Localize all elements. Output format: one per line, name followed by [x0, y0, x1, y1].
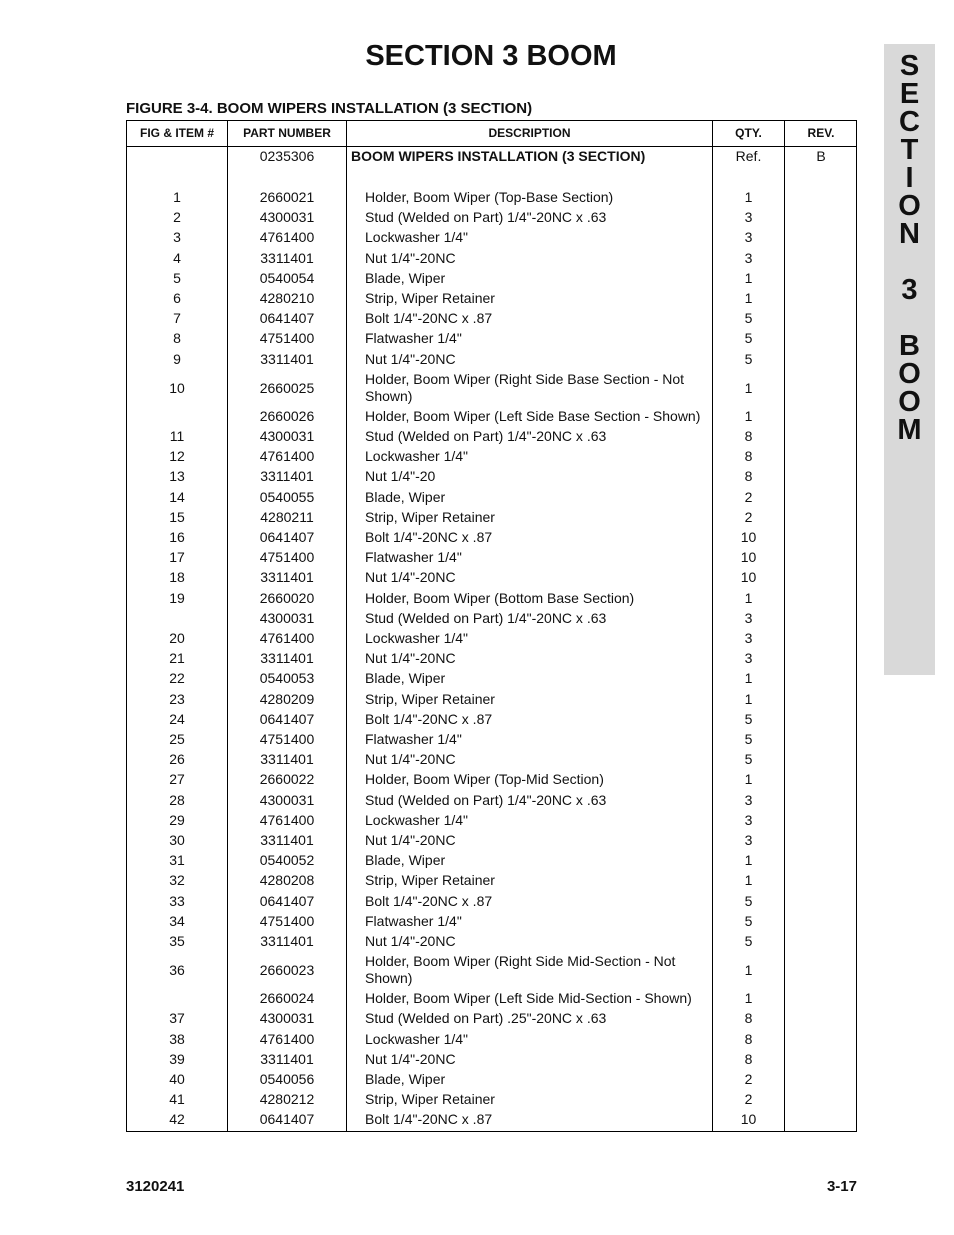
table-row — [127, 1051, 856, 1071]
table-row — [127, 731, 856, 751]
qty-cell: 1 — [744, 379, 753, 396]
part-number-cell: 3311401 — [260, 751, 314, 768]
qty-cell: 8 — [744, 448, 753, 465]
qty-cell: 2 — [744, 1071, 753, 1087]
description-cell: Nut 1/4"-20NC — [365, 1050, 456, 1067]
qty-cell: 3 — [744, 832, 753, 848]
description-cell: BOOM WIPERS INSTALLATION (3 SECTION) — [351, 148, 646, 164]
table-row — [127, 209, 856, 229]
parts-table — [126, 120, 857, 1132]
table-row — [127, 489, 856, 509]
column-header-qty: QTY. — [735, 126, 762, 140]
part-number-cell: 0540052 — [259, 852, 315, 869]
table-row — [127, 630, 856, 650]
description-cell: Nut 1/4"-20 — [365, 468, 436, 485]
fig-item-cell: 17 — [169, 549, 185, 566]
side-tab-letter: 3 — [901, 274, 918, 306]
part-number-cell: 4280212 — [259, 1091, 315, 1108]
fig-item-cell: 9 — [173, 350, 181, 367]
description-cell: Stud (Welded on Part) 1/4"-20NC x .63 — [365, 609, 607, 626]
table-header-row — [127, 121, 856, 147]
fig-item-cell: 36 — [169, 962, 185, 979]
fig-item-cell: 10 — [169, 379, 185, 396]
table-row — [127, 529, 856, 549]
table-row — [127, 771, 856, 791]
qty-cell: 8 — [744, 1010, 753, 1027]
qty-cell: 2 — [744, 1091, 753, 1108]
part-number-cell: 4300031 — [259, 609, 315, 626]
part-number-cell: 2660023 — [259, 962, 315, 979]
table-row — [127, 509, 856, 529]
fig-item-cell: 2 — [173, 209, 181, 226]
description-cell: Strip, Wiper Retainer — [365, 690, 495, 707]
part-number-cell: 0540056 — [259, 1071, 315, 1087]
part-number-cell: 4751400 — [259, 330, 315, 347]
table-row — [127, 832, 856, 852]
description-cell: Strip, Wiper Retainer — [365, 508, 495, 525]
part-number-cell: 0540053 — [259, 670, 315, 687]
qty-cell: 8 — [744, 428, 753, 444]
description-cell: Flatwasher 1/4" — [365, 330, 462, 347]
description-cell: Nut 1/4"-20NC — [365, 832, 456, 848]
fig-item-cell: 26 — [169, 751, 185, 768]
part-number-cell: 4280208 — [259, 872, 315, 889]
fig-item-cell: 25 — [169, 731, 185, 747]
qty-cell: 5 — [744, 892, 753, 909]
side-tab-letter: T — [900, 134, 919, 166]
document-number: 3120241 — [126, 1178, 185, 1195]
fig-item-cell: 35 — [169, 933, 185, 949]
qty-cell: 3 — [744, 609, 753, 626]
qty-cell: 5 — [744, 912, 753, 929]
description-cell: Nut 1/4"-20NC — [365, 751, 456, 768]
fig-item-cell: 18 — [169, 569, 185, 586]
part-number-cell: 0641407 — [259, 310, 315, 327]
table-row — [127, 1111, 856, 1131]
qty-cell: 3 — [744, 229, 753, 246]
description-cell: Blade, Wiper — [365, 488, 446, 505]
fig-item-cell: 23 — [169, 690, 185, 707]
side-tab-letter: M — [897, 414, 922, 446]
side-tab-letter: S — [899, 50, 920, 82]
description-cell: Strip, Wiper Retainer — [365, 290, 495, 306]
qty-cell: 2 — [744, 508, 753, 525]
figure-title: FIGURE 3-4. BOOM WIPERS INSTALLATION (3 SECTION) — [126, 100, 533, 117]
fig-item-cell: 32 — [169, 872, 185, 889]
part-number-cell: 4280211 — [260, 508, 314, 525]
side-tab-letter: O — [898, 190, 921, 222]
table-row — [127, 549, 856, 569]
qty-cell: 1 — [744, 852, 753, 869]
table-row — [127, 569, 856, 589]
qty-cell: 10 — [740, 1111, 757, 1128]
table-row — [127, 893, 856, 913]
qty-cell: 1 — [744, 670, 753, 687]
description-cell: Blade, Wiper — [365, 852, 446, 869]
part-number-cell: 0641407 — [259, 529, 315, 545]
part-number-cell: 4761400 — [259, 1030, 315, 1047]
table-row — [127, 1091, 856, 1111]
part-number-cell: 4280210 — [259, 290, 315, 306]
part-number-cell: 0641407 — [259, 892, 315, 909]
table-row — [127, 590, 856, 610]
fig-item-cell: 8 — [173, 330, 181, 347]
description-cell: Blade, Wiper — [365, 670, 446, 687]
table-row — [127, 290, 856, 310]
side-tab-letter: N — [899, 218, 920, 250]
table-row — [127, 913, 856, 933]
qty-cell: 5 — [744, 710, 753, 727]
fig-item-cell: 21 — [169, 650, 185, 667]
part-number-cell: 4761400 — [259, 630, 315, 646]
qty-cell: 5 — [744, 933, 753, 949]
fig-item-cell: 16 — [169, 529, 185, 545]
part-number-cell: 4751400 — [259, 549, 315, 566]
qty-cell: 5 — [744, 310, 753, 327]
fig-item-cell: 31 — [169, 852, 185, 869]
part-number-cell: 2660021 — [259, 189, 315, 205]
fig-item-cell: 33 — [169, 892, 185, 909]
part-number-cell: 4761400 — [259, 448, 315, 465]
table-row — [127, 448, 856, 468]
description-cell: Stud (Welded on Part) 1/4"-20NC x .63 — [365, 428, 607, 444]
fig-item-cell: 27 — [169, 771, 185, 788]
column-header-description: DESCRIPTION — [488, 126, 571, 140]
fig-item-cell: 24 — [169, 710, 185, 727]
table-row — [127, 270, 856, 290]
table-row — [127, 250, 856, 270]
table-row — [127, 408, 856, 428]
fig-item-cell: 19 — [169, 589, 185, 606]
part-number-cell: 2660022 — [259, 771, 315, 788]
fig-item-cell: 37 — [169, 1010, 185, 1027]
side-tab-letter: E — [899, 78, 920, 110]
table-row — [127, 371, 856, 408]
description-cell: Nut 1/4"-20NC — [365, 249, 456, 266]
qty-cell: 1 — [744, 189, 753, 205]
part-number-cell: 4751400 — [259, 731, 315, 747]
fig-item-cell: 41 — [169, 1091, 185, 1108]
qty-cell: Ref. — [735, 148, 762, 164]
description-cell: Nut 1/4"-20NC — [365, 650, 456, 667]
qty-cell: 2 — [744, 488, 753, 505]
qty-cell: 3 — [744, 209, 753, 226]
table-row — [127, 1010, 856, 1030]
part-number-cell: 3311401 — [260, 350, 314, 367]
fig-item-cell: 39 — [169, 1050, 185, 1067]
table-row — [127, 711, 856, 731]
qty-cell: 1 — [744, 690, 753, 707]
table-row — [127, 468, 856, 488]
fig-item-cell: 7 — [173, 310, 181, 327]
description-cell: Lockwasher 1/4" — [365, 229, 469, 246]
qty-cell: 10 — [740, 529, 757, 545]
description-cell: Flatwasher 1/4" — [365, 731, 462, 747]
qty-cell: 1 — [744, 589, 753, 606]
qty-cell: 1 — [744, 290, 753, 306]
fig-item-cell: 6 — [173, 290, 181, 306]
qty-cell: 1 — [744, 962, 753, 979]
description-cell: Flatwasher 1/4" — [365, 912, 462, 929]
table-row — [127, 330, 856, 350]
fig-item-cell: 22 — [169, 670, 185, 687]
part-number-cell: 3311401 — [260, 569, 314, 586]
description-cell: Strip, Wiper Retainer — [365, 872, 495, 889]
table-row — [127, 990, 856, 1010]
fig-item-cell: 5 — [173, 269, 181, 286]
column-header-part-number: PART NUMBER — [243, 126, 331, 140]
fig-item-cell: 28 — [169, 791, 185, 808]
part-number-cell: 3311401 — [260, 832, 314, 848]
part-number-cell: 0235306 — [259, 148, 315, 164]
fig-item-cell: 11 — [169, 428, 185, 444]
part-number-cell: 4300031 — [259, 209, 315, 226]
table-row — [127, 953, 856, 990]
fig-item-cell: 20 — [169, 630, 185, 646]
side-tab-letter: I — [905, 162, 914, 194]
fig-item-cell: 13 — [169, 468, 185, 485]
part-number-cell: 4761400 — [259, 229, 315, 246]
part-number-cell: 3311401 — [260, 1050, 314, 1067]
part-number-cell: 4761400 — [259, 811, 315, 828]
fig-item-cell: 3 — [173, 229, 181, 246]
fig-item-cell: 34 — [169, 912, 185, 929]
part-number-cell: 4280209 — [259, 690, 315, 707]
description-cell: Holder, Boom Wiper (Left Side Mid-Section - Shown) — [365, 990, 692, 1007]
part-number-cell: 2660020 — [259, 589, 315, 606]
column-header-rev: REV. — [807, 126, 835, 140]
description-cell: Bolt 1/4"-20NC x .87 — [365, 529, 493, 545]
fig-item-cell: 30 — [169, 832, 185, 848]
rev-cell: B — [816, 148, 826, 164]
fig-item-cell: 4 — [173, 249, 181, 266]
description-cell: Lockwasher 1/4" — [365, 811, 469, 828]
description-cell: Stud (Welded on Part) .25"-20NC x .63 — [365, 1010, 607, 1027]
qty-cell: 5 — [744, 330, 753, 347]
description-cell: Nut 1/4"-20NC — [365, 350, 456, 367]
description-cell: Strip, Wiper Retainer — [365, 1091, 495, 1108]
side-tab-letter: C — [899, 106, 920, 138]
part-number-cell: 2660025 — [259, 379, 315, 396]
section-side-tab — [884, 44, 935, 675]
table-row — [127, 351, 856, 371]
qty-cell: 5 — [744, 731, 753, 747]
page-title: SECTION 3 BOOM — [365, 40, 617, 72]
description-cell: Lockwasher 1/4" — [365, 448, 469, 465]
part-number-cell: 2660024 — [259, 990, 315, 1007]
qty-cell: 5 — [744, 350, 753, 367]
fig-item-cell: 42 — [169, 1111, 185, 1128]
table-row — [127, 650, 856, 670]
qty-cell: 8 — [744, 1050, 753, 1067]
part-number-cell: 0641407 — [259, 1111, 315, 1128]
description-cell: Bolt 1/4"-20NC x .87 — [365, 892, 493, 909]
description-cell: Lockwasher 1/4" — [365, 630, 469, 646]
qty-cell: 5 — [744, 751, 753, 768]
description-cell: Holder, Boom Wiper (Top-Base Section) — [365, 189, 614, 205]
description-cell: Bolt 1/4"-20NC x .87 — [365, 1111, 493, 1128]
qty-cell: 1 — [744, 872, 753, 889]
column-header-fig-item: FIG & ITEM # — [139, 126, 214, 140]
part-number-cell: 0641407 — [259, 710, 315, 727]
description-cell: Holder, Boom Wiper (Right Side Mid-Section - Not Shown) — [365, 953, 676, 987]
part-number-cell: 3311401 — [260, 249, 314, 266]
part-number-cell: 3311401 — [260, 933, 314, 949]
qty-cell: 8 — [744, 1030, 753, 1047]
table-row — [127, 610, 856, 630]
table-row — [127, 812, 856, 832]
description-cell: Bolt 1/4"-20NC x .87 — [365, 710, 493, 727]
qty-cell: 3 — [744, 811, 753, 828]
page-number: 3-17 — [826, 1178, 857, 1195]
table-row — [127, 310, 856, 330]
qty-cell: 8 — [744, 468, 753, 485]
qty-cell: 10 — [740, 549, 757, 566]
qty-cell: 1 — [744, 407, 753, 424]
table-row — [127, 229, 856, 249]
fig-item-cell: 1 — [173, 189, 181, 205]
part-number-cell: 3311401 — [260, 650, 314, 667]
description-cell: Holder, Boom Wiper (Left Side Base Section - Shown) — [365, 407, 701, 424]
description-cell: Nut 1/4"-20NC — [365, 569, 456, 586]
table-row — [127, 670, 856, 690]
description-cell: Stud (Welded on Part) 1/4"-20NC x .63 — [365, 791, 607, 808]
part-number-cell: 3311401 — [260, 468, 314, 485]
fig-item-cell: 15 — [169, 508, 185, 525]
qty-cell: 1 — [744, 771, 753, 788]
fig-item-cell: 40 — [169, 1071, 185, 1087]
description-cell: Bolt 1/4"-20NC x .87 — [365, 310, 493, 327]
table-row — [127, 1071, 856, 1091]
table-row — [127, 751, 856, 771]
table-row — [127, 428, 856, 448]
table-row — [127, 852, 856, 872]
part-number-cell: 0540054 — [259, 269, 315, 286]
side-tab-letter: O — [898, 386, 921, 418]
description-cell: Flatwasher 1/4" — [365, 549, 462, 566]
qty-cell: 3 — [744, 249, 753, 266]
description-cell: Blade, Wiper — [365, 1071, 446, 1087]
qty-cell: 1 — [744, 269, 753, 286]
description-cell: Stud (Welded on Part) 1/4"-20NC x .63 — [365, 209, 607, 226]
description-cell: Holder, Boom Wiper (Right Side Base Section - Not Shown) — [365, 370, 685, 404]
fig-item-cell: 14 — [169, 488, 185, 505]
qty-cell: 10 — [740, 569, 757, 586]
table-row — [127, 189, 856, 209]
qty-cell: 3 — [744, 650, 753, 667]
part-number-cell: 2660026 — [259, 407, 315, 424]
part-number-cell: 4300031 — [259, 1010, 315, 1027]
side-tab-letter: O — [898, 358, 921, 390]
table-row — [127, 691, 856, 711]
description-cell: Nut 1/4"-20NC — [365, 933, 456, 949]
part-number-cell: 0540055 — [259, 488, 315, 505]
table-row — [127, 933, 856, 953]
description-cell: Lockwasher 1/4" — [365, 1030, 469, 1047]
table-row — [127, 872, 856, 892]
part-number-cell: 4751400 — [259, 912, 315, 929]
table-row — [127, 792, 856, 812]
table-row — [127, 1031, 856, 1051]
qty-cell: 3 — [744, 630, 753, 646]
fig-item-cell: 38 — [169, 1030, 185, 1047]
part-number-cell: 4300031 — [259, 428, 315, 444]
fig-item-cell: 29 — [169, 811, 185, 828]
part-number-cell: 4300031 — [259, 791, 315, 808]
side-tab-letter: B — [899, 330, 920, 362]
description-cell: Holder, Boom Wiper (Bottom Base Section) — [365, 589, 635, 606]
qty-cell: 1 — [744, 990, 753, 1007]
fig-item-cell: 12 — [169, 448, 185, 465]
description-cell: Holder, Boom Wiper (Top-Mid Section) — [365, 771, 604, 788]
qty-cell: 3 — [744, 791, 753, 808]
description-cell: Blade, Wiper — [365, 269, 446, 286]
